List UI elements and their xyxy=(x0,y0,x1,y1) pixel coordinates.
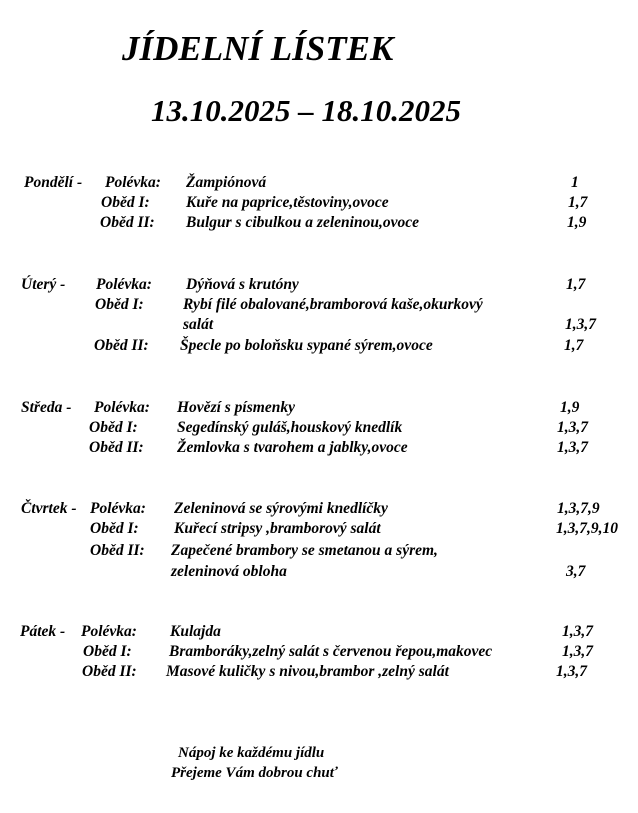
dish-name: Bulgur s cibulkou a zeleninou,ovoce xyxy=(186,214,419,231)
item-label-lunch-2: Oběd II: xyxy=(90,542,145,559)
allergen-codes: 1 xyxy=(571,174,579,191)
date-range: 13.10.2025 – 18.10.2025 xyxy=(151,93,461,128)
item-label-lunch-1: Oběd I: xyxy=(83,643,132,660)
item-label-soup: Polévka: xyxy=(81,623,137,640)
item-label-soup: Polévka: xyxy=(90,500,146,517)
dish-name-continued: zeleninová obloha xyxy=(171,563,287,580)
dish-name: Zeleninová se sýrovými knedlíčky xyxy=(174,500,388,517)
item-label-lunch-1: Oběd I: xyxy=(95,296,144,313)
item-label-lunch-1: Oběd I: xyxy=(101,194,150,211)
dish-name: Masové kuličky s nivou,brambor ,zelný salát xyxy=(166,663,449,680)
day-name-wednesday: Středa - xyxy=(21,399,72,416)
dish-name: Segedínský guláš,houskový knedlík xyxy=(177,419,403,436)
dish-name: Žemlovka s tvarohem a jablky,ovoce xyxy=(177,439,408,456)
allergen-codes: 1,7 xyxy=(568,194,588,211)
item-label-lunch-2: Oběd II: xyxy=(89,439,144,456)
footer-greeting: Přejeme Vám dobrou chuť xyxy=(171,765,338,781)
allergen-codes: 1,3,7,9,10 xyxy=(556,520,618,537)
allergen-codes: 1,3,7 xyxy=(562,623,593,640)
footer-drink-note: Nápoj ke každému jídlu xyxy=(178,745,325,761)
dish-name: Rybí filé obalované,bramborová kaše,okurkový xyxy=(183,296,483,313)
dish-name: Žampiónová xyxy=(186,174,267,191)
allergen-codes: 1,3,7 xyxy=(556,663,587,680)
dish-name: Kuřecí stripsy ,bramborový salát xyxy=(174,520,381,537)
allergen-codes: 1,9 xyxy=(567,214,587,231)
allergen-codes: 1,3,7 xyxy=(562,643,593,660)
allergen-codes: 1,7 xyxy=(564,337,584,354)
item-label-lunch-2: Oběd II: xyxy=(94,337,149,354)
item-label-soup: Polévka: xyxy=(96,276,152,293)
allergen-codes: 1,3,7 xyxy=(565,316,596,333)
day-name-monday: Pondělí - xyxy=(24,174,83,191)
item-label-lunch-2: Oběd II: xyxy=(100,214,155,231)
dish-name: Hovězí s písmenky xyxy=(177,399,295,416)
item-label-soup: Polévka: xyxy=(94,399,150,416)
allergen-codes: 1,3,7 xyxy=(557,419,588,436)
dish-name: Kulajda xyxy=(170,623,221,640)
allergen-codes: 3,7 xyxy=(566,563,586,580)
dish-name: Zapečené brambory se smetanou a sýrem, xyxy=(171,542,438,559)
dish-name: Kuře na paprice,těstoviny,ovoce xyxy=(186,194,389,211)
item-label-lunch-1: Oběd I: xyxy=(90,520,139,537)
item-label-soup: Polévka: xyxy=(105,174,161,191)
item-label-lunch-1: Oběd I: xyxy=(89,419,138,436)
allergen-codes: 1,7 xyxy=(566,276,586,293)
dish-name: Dýňová s krutóny xyxy=(186,276,299,293)
day-name-friday: Pátek - xyxy=(20,623,66,640)
dish-name: Bramboráky,zelný salát s červenou řepou,makovec xyxy=(169,643,493,660)
allergen-codes: 1,9 xyxy=(560,399,580,416)
allergen-codes: 1,3,7,9 xyxy=(557,500,600,517)
dish-name-continued: salát xyxy=(183,316,214,333)
page-title: JÍDELNÍ LÍSTEK xyxy=(122,29,394,68)
item-label-lunch-2: Oběd II: xyxy=(82,663,137,680)
day-name-thursday: Čtvrtek - xyxy=(21,500,77,517)
day-name-tuesday: Úterý - xyxy=(21,276,66,293)
allergen-codes: 1,3,7 xyxy=(557,439,588,456)
dish-name: Špecle po boloňsku sypané sýrem,ovoce xyxy=(180,337,433,354)
